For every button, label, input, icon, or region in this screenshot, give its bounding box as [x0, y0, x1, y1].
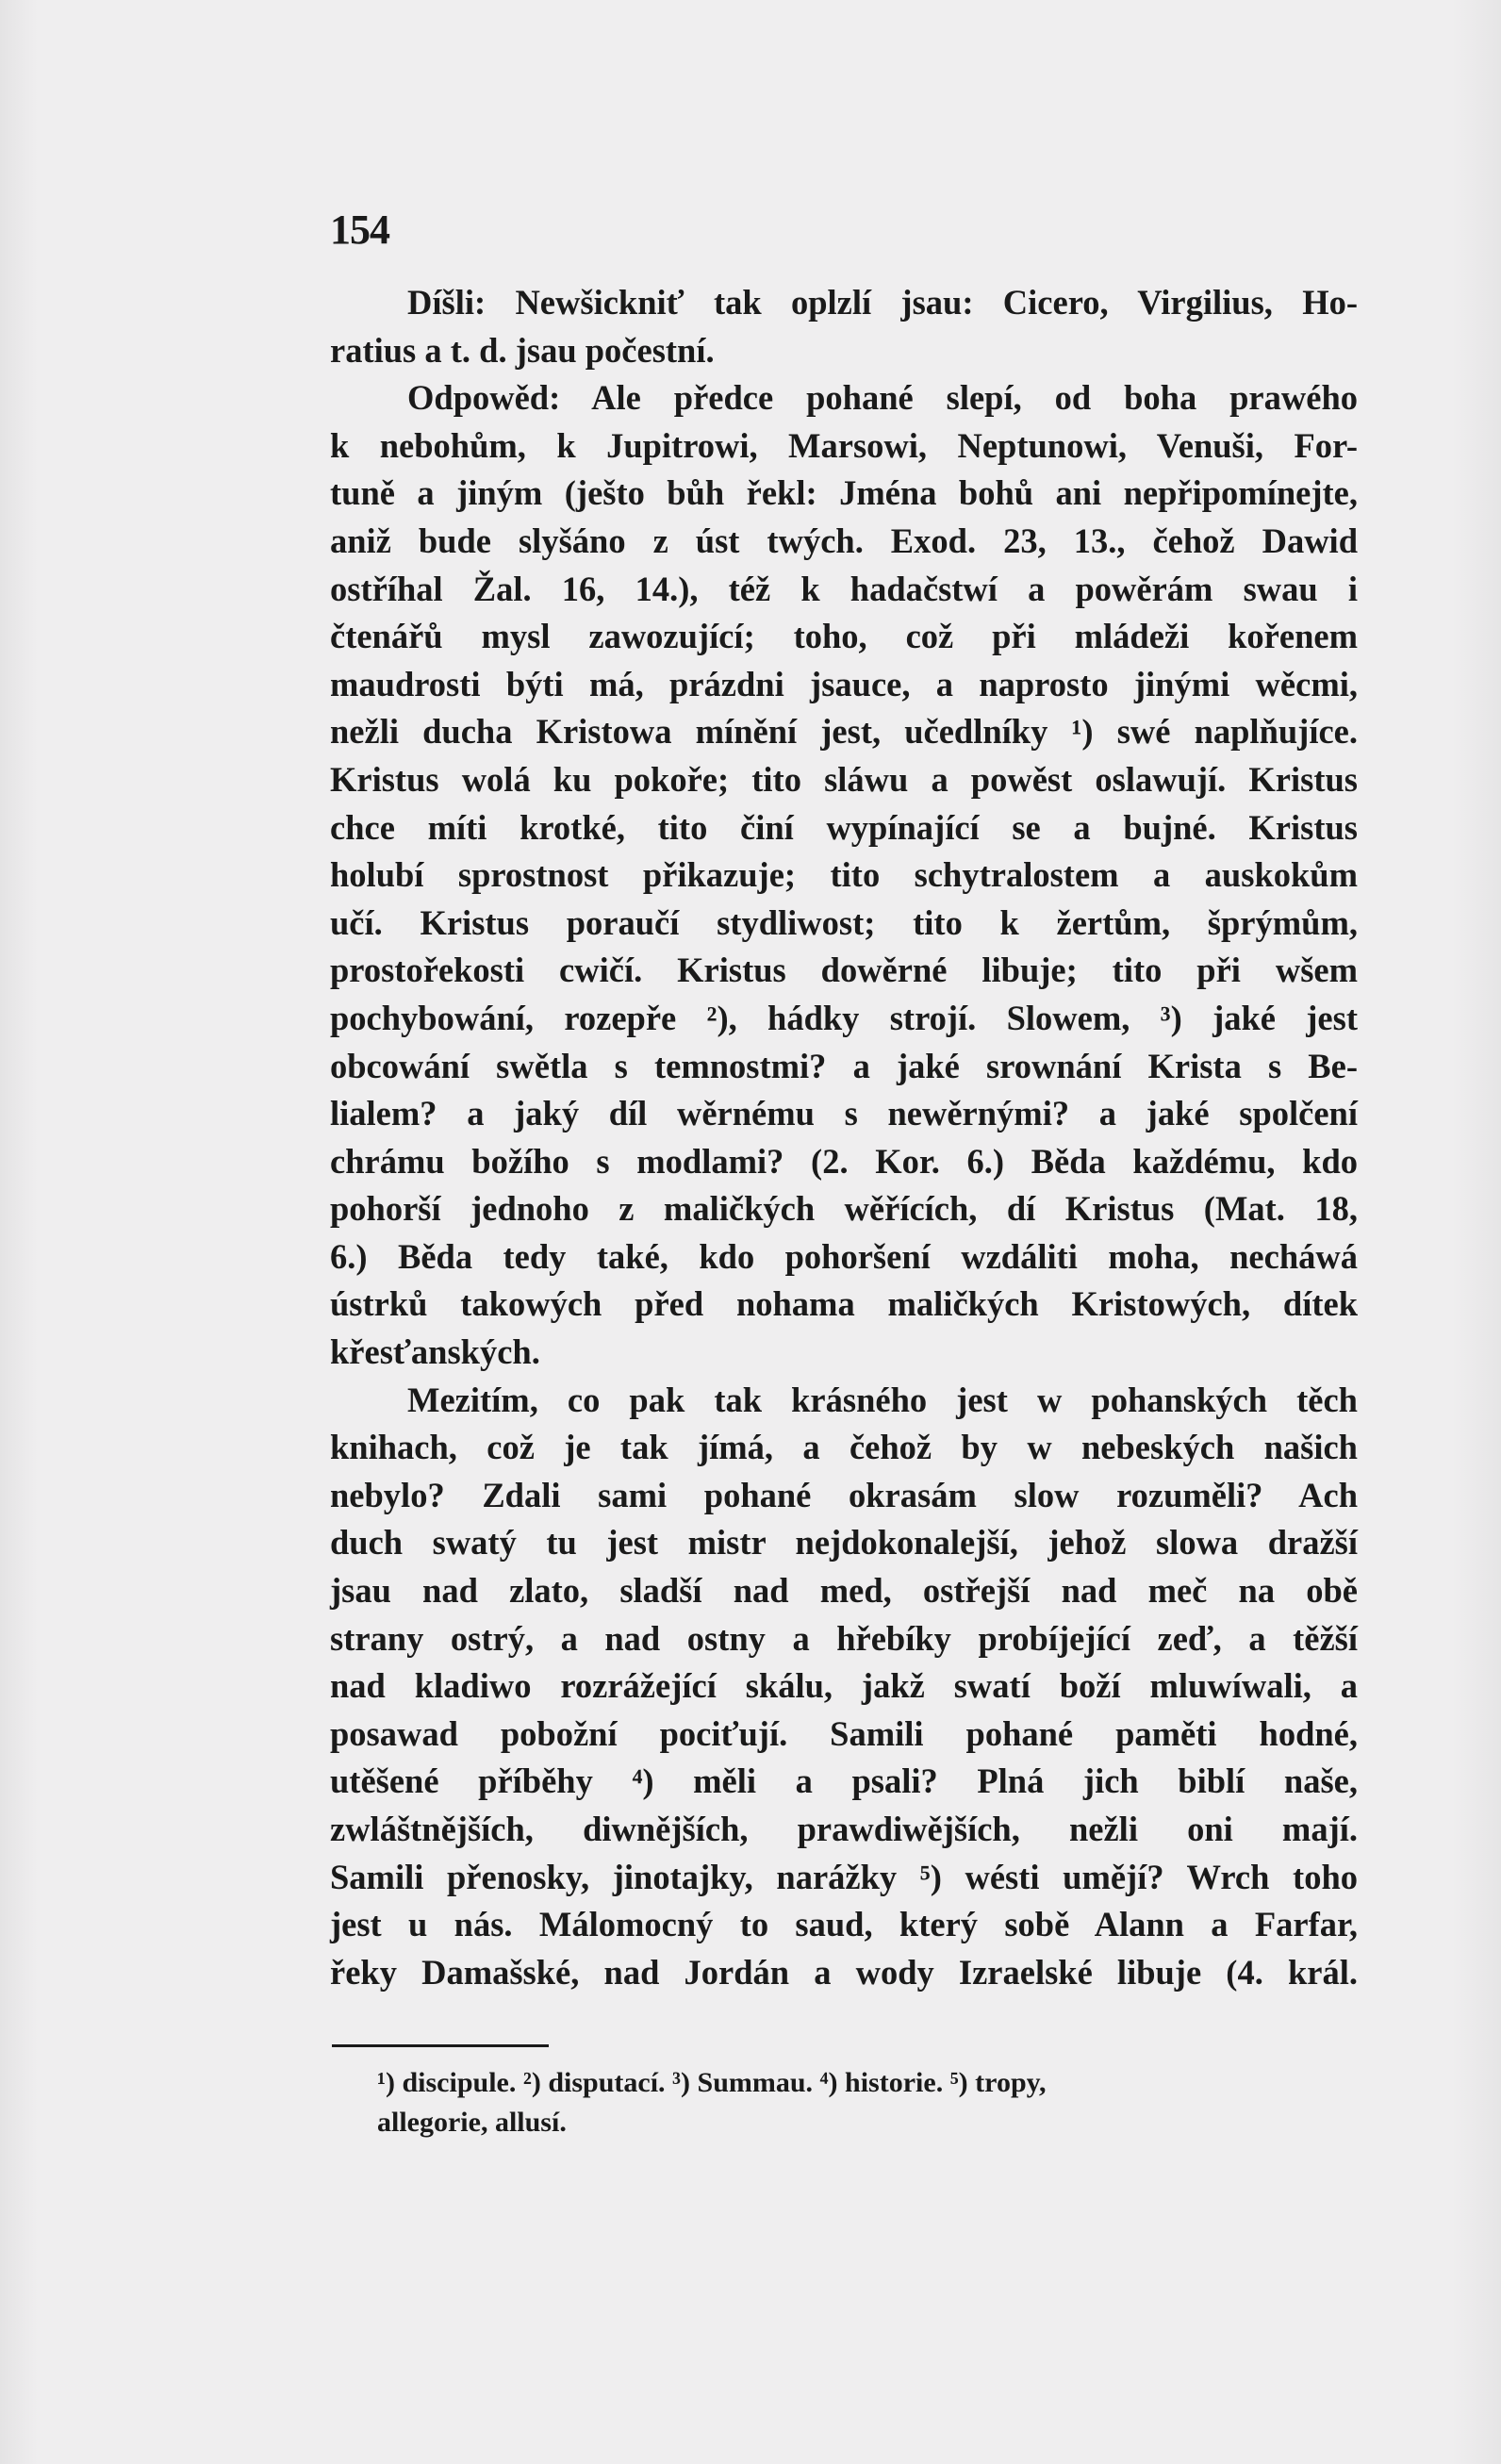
text-line: ratius a t. d. jsau počestní. [330, 330, 715, 370]
text-line: nebylo? Zdali sami pohané okrasám slow rozuměli? Ach [330, 1475, 1358, 1514]
footnote-divider [332, 2044, 549, 2047]
text-line: obcowání swětla s temnostmi? a jaké srownání Krista s Be- [330, 1046, 1358, 1085]
text-line: čtenářů mysl zawozující; toho, což při mládeži kořenem [330, 617, 1358, 656]
text-line: ústrků takowých před nohama maličkých Kristowých, dítek [330, 1284, 1358, 1324]
text-line: strany ostrý, a nad ostny a hřebíky probíjející zeď, a těžší [330, 1618, 1358, 1658]
text-line: tuně a jiným (ješto bůh řekl: Jména bohů ani nepřipomínejte, [330, 473, 1358, 513]
text-line: holubí sprostnost přikazuje; tito schytralostem a auskokům [330, 855, 1358, 895]
text-line: duch swatý tu jest mistr nejdokonalejší, jehož slowa dražší [330, 1523, 1358, 1563]
text-line: k nebohům, k Jupitrowi, Marsowi, Neptunowi, Venuši, For- [330, 425, 1358, 465]
text-line: maudrosti býti má, prázdni jsauce, a naprosto jinými wěcmi, [330, 664, 1358, 703]
text-line: Odpowěd: Ale předce pohané slepí, od boha prawého [407, 378, 1358, 418]
text-line: pohorší jednoho z maličkých wěřících, dí Kristus (Mat. 18, [330, 1189, 1358, 1229]
text-line: Kristus wolá ku pokoře; tito sláwu a powěst oslawují. Kristus [330, 759, 1358, 799]
text-line: pochybowání, rozepře ²), hádky strojí. Slowem, ³) jaké jest [330, 998, 1358, 1037]
text-line: ostříhal Žal. 16, 14.), též k hadačstwí a powěrám swau i [330, 569, 1358, 608]
text-line: knihach, což je tak jímá, a čehož by w nebeských našich [330, 1428, 1358, 1467]
text-line: prostořekosti cwičí. Kristus dowěrné libuje; tito při wšem [330, 951, 1358, 990]
text-line: Mezitím, co pak tak krásného jest w pohanských těch [407, 1380, 1358, 1419]
page-number: 154 [330, 207, 389, 253]
text-line: Díšli: Newšickniť tak oplzlí jsau: Cicero, Virgilius, Ho- [407, 283, 1358, 322]
text-line: posawad pobožní pociťují. Samili pohané paměti hodné, [330, 1713, 1358, 1753]
text-line: učí. Kristus poraučí stydliwost; tito k žertům, šprýmům, [330, 902, 1358, 942]
footnotes [377, 2063, 1358, 2142]
footnote-line: ¹) discipule. ²) disputací. ³) Summau. ⁴) historie. ⁵) tropy, [377, 2067, 1047, 2098]
text-line: utěšené příběhy ⁴) měli a psali? Plná jich biblí naše, [330, 1761, 1358, 1801]
text-line: chrámu božího s modlami? (2. Kor. 6.) Běda každému, kdo [330, 1141, 1358, 1181]
footnote-line: allegorie, allusí. [377, 2107, 567, 2138]
text-line: nad kladiwo rozrážející skálu, jakž swatí boží mluwíwali, a [330, 1666, 1358, 1706]
text-line: chce míti krotké, tito činí wypínající se a bujné. Kristus [330, 807, 1358, 847]
text-line: aniž bude slyšáno z úst twých. Exod. 23, 13., čehož Dawid [330, 521, 1358, 560]
text-line: nežli ducha Kristowa mínění jest, učedlníky ¹) swé naplňujíce. [330, 712, 1358, 752]
text-line: jest u nás. Málomocný to saud, který sobě Alann a Farfar, [330, 1905, 1358, 1944]
text-line: Samili přenosky, jinotajky, narážky ⁵) wésti umějí? Wrch toho [330, 1857, 1358, 1896]
body-text [330, 279, 1358, 1996]
text-line: řeky Damašské, nad Jordán a wody Izraelské libuje (4. král. [330, 1952, 1358, 1992]
text-line: zwláštnějších, diwnějších, prawdiwějších, nežli oni mají. [330, 1810, 1358, 1848]
text-line: lialem? a jaký díl wěrnému s newěrnými? a jaké spolčení [330, 1094, 1358, 1133]
text-line: 6.) Běda tedy také, kdo pohoršení wzdáliti moha, necháwá [330, 1236, 1358, 1276]
text-line: jsau nad zlato, sladší nad med, ostřejší nad meč na obě [330, 1571, 1358, 1611]
text-line: křesťanských. [330, 1332, 540, 1372]
